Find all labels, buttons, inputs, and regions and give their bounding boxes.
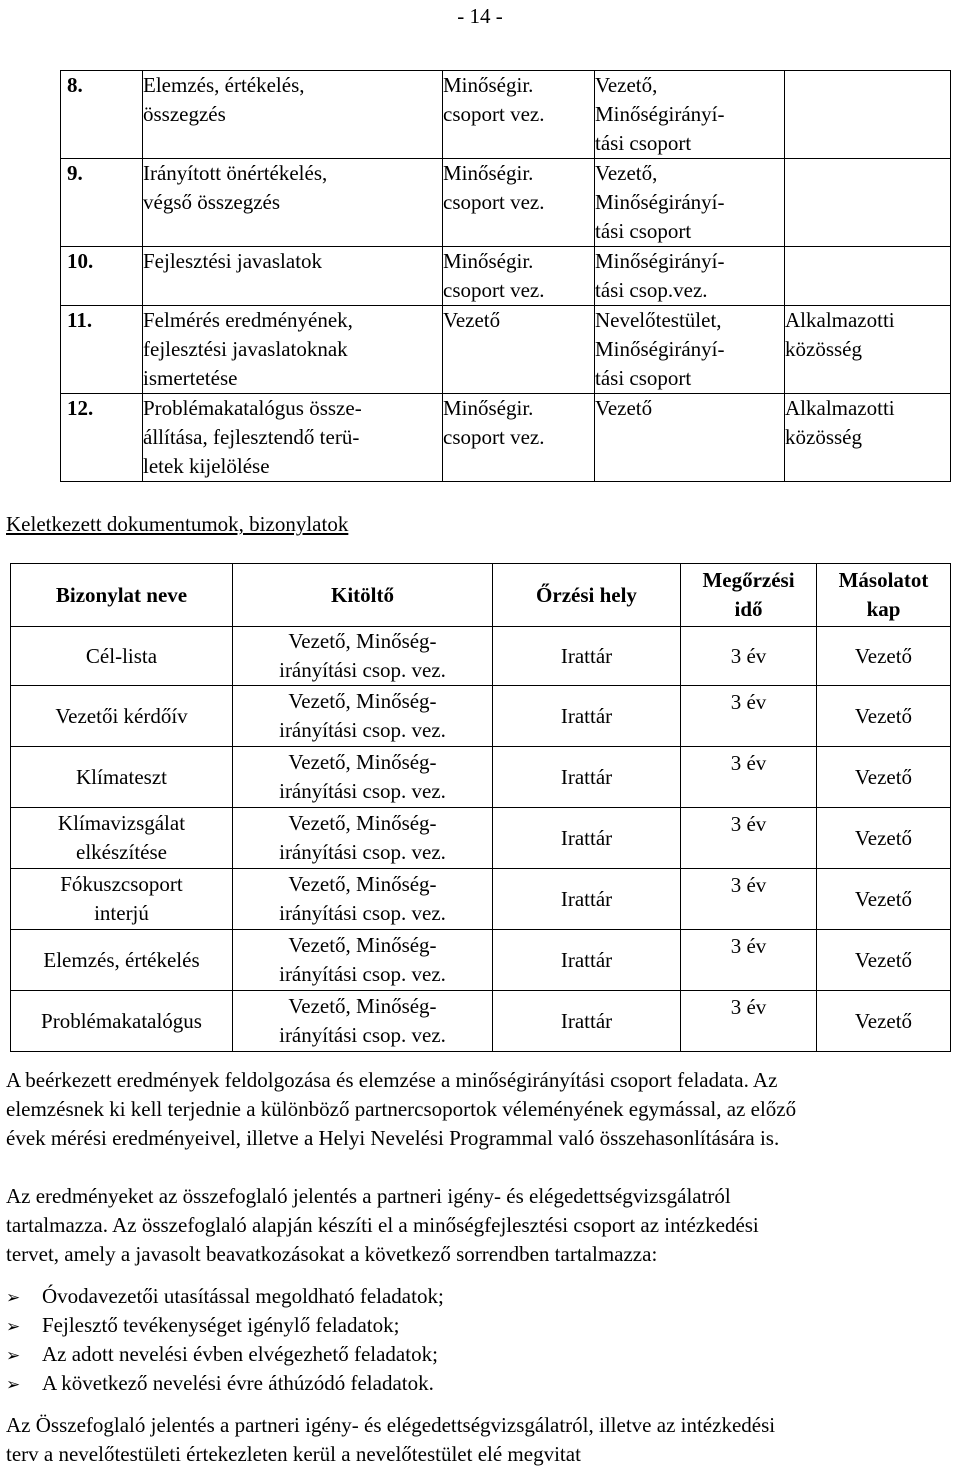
- step-participants-line: Nevelőtestület,: [595, 308, 722, 332]
- step-participants: [595, 247, 785, 306]
- step-responsible: [443, 159, 595, 247]
- step-participants-line: Minőségirányí-: [595, 102, 725, 126]
- document-filler: [233, 627, 493, 686]
- retention-period: 3 év: [681, 627, 817, 686]
- step-participants-line: Minőségirányí-: [595, 337, 725, 361]
- document-name: [11, 808, 233, 869]
- step-responsible-line: Minőségir.: [443, 161, 534, 185]
- step-participants-line: tási csop.vez.: [595, 278, 708, 302]
- document-name: [11, 686, 233, 747]
- step-informed: [785, 247, 951, 306]
- storage-place: Irattár: [493, 930, 681, 991]
- table-row: [11, 930, 951, 991]
- document-name-line: Cél-lista: [85, 643, 158, 668]
- step-informed: [785, 159, 951, 247]
- document-filler-line: irányítási csop. vez.: [279, 901, 446, 925]
- step-participants: [595, 306, 785, 394]
- header-storage-place: Őrzési hely: [493, 564, 681, 627]
- documents-table-header: [11, 564, 951, 627]
- step-informed: [785, 394, 951, 482]
- document-name-line: Fókuszcsoport: [60, 872, 183, 896]
- step-participants-line: Minőségirányí-: [595, 249, 725, 273]
- document-filler-line: irányítási csop. vez.: [279, 779, 446, 803]
- copy-recipient: Vezető: [817, 686, 951, 747]
- step-description-line: Felmérés eredményének,: [143, 308, 353, 332]
- document-filler-line: Vezető, Minőség-: [288, 994, 437, 1018]
- step-participants: [595, 71, 785, 159]
- step-number: 9.: [61, 159, 143, 247]
- header-retention-period: Megőrzési idő: [681, 564, 817, 627]
- document-filler-line: irányítási csop. vez.: [279, 718, 446, 742]
- step-description-line: összegzés: [143, 102, 226, 126]
- document-filler: [233, 686, 493, 747]
- storage-place: Irattár: [493, 747, 681, 808]
- table-row: [11, 747, 951, 808]
- step-informed-line: Alkalmazotti: [785, 396, 895, 420]
- step-responsible-line: Vezető: [443, 308, 501, 332]
- step-participants-line: tási csoport: [595, 219, 692, 243]
- step-number: 8.: [61, 71, 143, 159]
- step-participants: [595, 159, 785, 247]
- step-description-line: ismertetése: [143, 366, 238, 390]
- copy-recipient: Vezető: [817, 747, 951, 808]
- step-responsible-line: csoport vez.: [443, 102, 545, 126]
- retention-period: 3 év: [681, 686, 817, 747]
- step-description-line: állítása, fejlesztendő terü-: [143, 425, 360, 449]
- list-item: ➢ Óvodavezetői utasítással megoldható feladatok;: [6, 1282, 444, 1311]
- step-responsible-line: Minőségir.: [443, 249, 534, 273]
- storage-place: Irattár: [493, 869, 681, 930]
- step-description: [143, 159, 443, 247]
- table-row: [11, 869, 951, 930]
- step-responsible-line: csoport vez.: [443, 278, 545, 302]
- table-row: [61, 247, 951, 306]
- retention-period: 3 év: [681, 747, 817, 808]
- step-participants-line: Vezető,: [595, 73, 658, 97]
- step-responsible: [443, 306, 595, 394]
- step-description: [143, 394, 443, 482]
- table-row: [61, 71, 951, 159]
- step-responsible-line: csoport vez.: [443, 425, 545, 449]
- step-informed: [785, 71, 951, 159]
- step-informed-line: Alkalmazotti: [785, 308, 895, 332]
- documents-heading: Keletkezett dokumentumok, bizonylatok: [6, 512, 349, 536]
- step-responsible: [443, 247, 595, 306]
- header-filler: Kitöltő: [233, 564, 493, 627]
- copy-recipient: Vezető: [817, 991, 951, 1052]
- table-row: [11, 686, 951, 747]
- table-row: [61, 394, 951, 482]
- document-filler-line: Vezető, Minőség-: [288, 933, 437, 957]
- document-filler: [233, 808, 493, 869]
- document-name-line: interjú: [94, 901, 149, 925]
- step-description-line: Elemzés, értékelés,: [143, 73, 305, 97]
- document-name: [11, 627, 233, 686]
- step-description: [143, 247, 443, 306]
- document-name-line: Vezetői kérdőív: [55, 703, 188, 728]
- document-name: [11, 991, 233, 1052]
- step-description-line: Fejlesztési javaslatok: [143, 249, 323, 273]
- document-filler-line: irányítási csop. vez.: [279, 962, 446, 986]
- paragraph-line: évek mérési eredményeivel, illetve a Helyi Nevelési Programmal való összehasonlítására is.: [6, 1126, 780, 1150]
- arrow-bullet-icon: ➢: [6, 1288, 21, 1308]
- step-responsible: [443, 394, 595, 482]
- list-item: ➢ Fejlesztő tevékenységet igénylő feladatok;: [6, 1311, 444, 1340]
- table-row: [61, 306, 951, 394]
- paragraph-line: tartalmazza. Az összefoglaló alapján készíti el a minőségfejlesztési csoport az intézkedési: [6, 1213, 759, 1237]
- header-document-name: Bizonylat neve: [11, 564, 233, 627]
- paragraph-line: elemzésnek ki kell terjednie a különböző partnercsoportok véleményének egymással, az előző: [6, 1097, 797, 1121]
- storage-place: Irattár: [493, 627, 681, 686]
- paragraph-line: Az eredményeket az összefoglaló jelentés a partneri igény- és elégedettségvizsgálatról: [6, 1184, 731, 1208]
- list-item: ➢ A következő nevelési évre áthúzódó feladatok.: [6, 1369, 444, 1398]
- document-name-line: Elemzés, értékelés: [43, 947, 200, 972]
- header-copy-recipient: Másolatot kap: [817, 564, 951, 627]
- page-number: - 14 -: [457, 4, 503, 28]
- step-responsible: [443, 71, 595, 159]
- step-number: 12.: [61, 394, 143, 482]
- step-informed-line: közösség: [785, 337, 862, 361]
- paragraph-presentation: [6, 1411, 954, 1469]
- paragraph-line: tervet, amely a javasolt beavatkozásokat a következő sorrendben tartalmazza:: [6, 1242, 658, 1266]
- step-participants-line: tási csoport: [595, 366, 692, 390]
- arrow-bullet-icon: ➢: [6, 1346, 21, 1366]
- paragraph-analysis: [6, 1066, 954, 1153]
- copy-recipient: Vezető: [817, 930, 951, 991]
- table-row: [11, 991, 951, 1052]
- storage-place: Irattár: [493, 686, 681, 747]
- document-filler-line: Vezető, Minőség-: [288, 629, 437, 653]
- document-name: [11, 869, 233, 930]
- document-name: [11, 747, 233, 808]
- document-filler-line: Vezető, Minőség-: [288, 872, 437, 896]
- step-informed: [785, 306, 951, 394]
- paragraph-line: A beérkezett eredmények feldolgozása és elemzése a minőségirányítási csoport feladata. Az: [6, 1068, 778, 1092]
- document-filler-line: irányítási csop. vez.: [279, 658, 446, 682]
- table-row: [11, 627, 951, 686]
- step-description-line: Irányított önértékelés,: [143, 161, 328, 185]
- step-description-line: Problémakatalógus össze-: [143, 396, 362, 420]
- storage-place: Irattár: [493, 808, 681, 869]
- document-filler-line: irányítási csop. vez.: [279, 1023, 446, 1047]
- step-number: 11.: [61, 306, 143, 394]
- document-filler: [233, 747, 493, 808]
- document-filler: [233, 930, 493, 991]
- step-description-line: letek kijelölése: [143, 454, 270, 478]
- step-description-line: végső összegzés: [143, 190, 281, 214]
- step-participants-line: Minőségirányí-: [595, 190, 725, 214]
- document-name: [11, 930, 233, 991]
- document-filler-line: Vezető, Minőség-: [288, 750, 437, 774]
- step-description-line: fejlesztési javaslatoknak: [143, 337, 348, 361]
- document-name-line: Klímavizsgálat: [57, 811, 186, 835]
- document-filler: [233, 869, 493, 930]
- document-filler-line: irányítási csop. vez.: [279, 840, 446, 864]
- list-item: ➢ Az adott nevelési évben elvégezhető feladatok;: [6, 1340, 444, 1369]
- table-row: [11, 808, 951, 869]
- step-participants-line: tási csoport: [595, 131, 692, 155]
- copy-recipient: Vezető: [817, 627, 951, 686]
- process-steps-table: [60, 70, 951, 482]
- table-row: [61, 159, 951, 247]
- step-responsible-line: csoport vez.: [443, 190, 545, 214]
- retention-period: 3 év: [681, 808, 817, 869]
- paragraph-line: Az Összefoglaló jelentés a partneri igény- és elégedettségvizsgálatról, illetve az intézkedési: [6, 1413, 776, 1437]
- copy-recipient: Vezető: [817, 808, 951, 869]
- document-filler-line: Vezető, Minőség-: [288, 811, 437, 835]
- retention-period: 3 év: [681, 930, 817, 991]
- paragraph-summary-report: [6, 1182, 954, 1269]
- storage-place: Irattár: [493, 991, 681, 1052]
- copy-recipient: Vezető: [817, 869, 951, 930]
- documents-table: [10, 563, 951, 1052]
- document-name-line: elkészítése: [76, 840, 167, 864]
- step-responsible-line: Minőségir.: [443, 73, 534, 97]
- step-participants-line: Vezető: [595, 396, 653, 420]
- paragraph-line: terv a nevelőtestületi értekezleten kerül a nevelőtestület elé megvitat: [6, 1442, 581, 1466]
- step-participants-line: Vezető,: [595, 161, 658, 185]
- retention-period: 3 év: [681, 869, 817, 930]
- document-filler: [233, 991, 493, 1052]
- step-number: 10.: [61, 247, 143, 306]
- retention-period: 3 év: [681, 991, 817, 1052]
- arrow-bullet-icon: ➢: [6, 1375, 21, 1395]
- document-name-line: Klímateszt: [76, 764, 167, 789]
- step-description: [143, 71, 443, 159]
- arrow-bullet-icon: ➢: [6, 1317, 21, 1337]
- step-informed-line: közösség: [785, 425, 862, 449]
- document-filler-line: Vezető, Minőség-: [288, 689, 437, 713]
- step-participants: [595, 394, 785, 482]
- action-priority-list: [6, 1282, 444, 1398]
- step-description: [143, 306, 443, 394]
- document-name-line: Problémakatalógus: [41, 1008, 202, 1033]
- step-responsible-line: Minőségir.: [443, 396, 534, 420]
